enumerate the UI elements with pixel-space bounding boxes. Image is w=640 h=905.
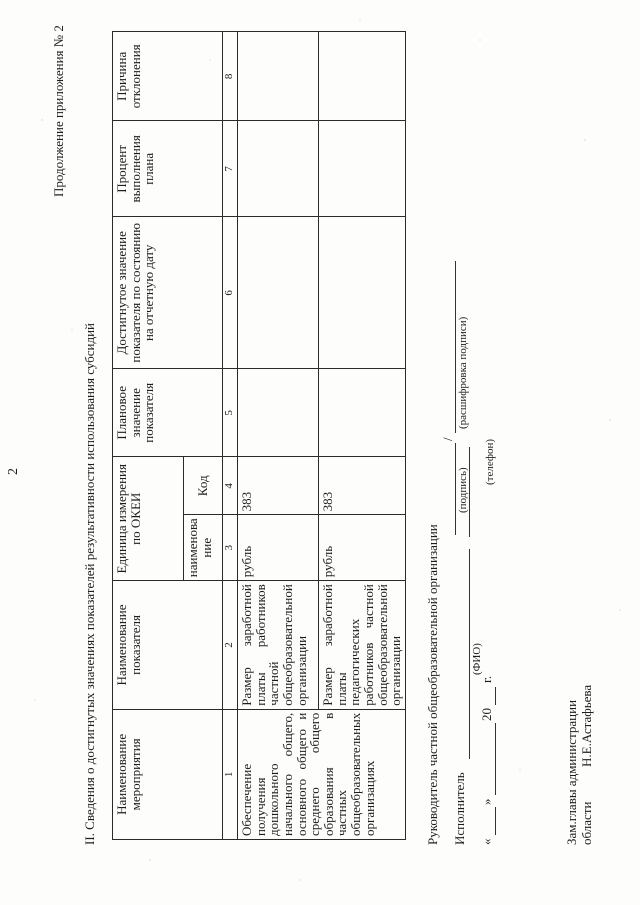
continuation-note: Продолжение приложения № 2 [51,25,66,197]
header-event: Наименование мероприятия [113,709,223,839]
table-row [238,32,319,840]
unit-cell: рубль [238,515,319,581]
year-line [495,687,496,705]
header-okei-code: Код [184,457,223,515]
year-suffix: г. [479,675,494,683]
signature-line [455,443,456,535]
day-line [495,807,496,835]
column-number: 5 [223,369,238,457]
section-title: II. Сведения о достигнутых значениях показателей результативности использования субсидий [82,323,97,845]
footer-region: области [579,801,594,845]
fio-caption: (ФИО) [471,643,483,675]
phone-caption: (телефон) [484,438,496,485]
header-achieved-value: Достигнутое значение показателя по состоянию на отчетную дату [113,217,223,369]
header-plan-value: Плановое значение показателя [113,369,223,457]
column-number: 3 [223,515,238,581]
footer-position: Зам.главы администрации [564,699,579,845]
column-number: 2 [223,581,238,710]
indicator-cell: Размер заработной платы педагогических работников частной общеобразовательной организации [319,581,406,710]
event-cell: Обеспечение получения дошкольного начального общего, основного общего и среднего общего образования в частных общеобразовательных организациях [238,709,406,839]
results-table [112,31,406,840]
table-header-row [113,32,184,840]
reason-cell [238,32,319,121]
code-cell: 383 [238,457,319,515]
achieved-value-cell [238,217,319,369]
achieved-value-cell [319,217,406,369]
executor-label: Исполнитель [452,772,467,845]
footer-signatory: Н.Е.Астафьева [579,684,594,767]
header-okei-name: наименова ние [184,515,223,581]
header-indicator: Наименование показателя [113,581,223,710]
head-label: Руководитель частной общеобразовательной организации [425,524,440,845]
decoding-line [455,261,456,433]
signature-caption: (подпись) [457,467,469,513]
plan-value-cell [319,369,406,457]
year-prefix: 20 [479,708,494,721]
column-number: 1 [223,709,238,839]
date-close-quote: » [479,798,494,805]
code-cell: 383 [319,457,406,515]
header-percent: Процент выполнения плана [113,121,223,217]
plan-value-cell [238,369,319,457]
date-open-quote: « [479,838,494,845]
decoding-caption: (расшифровка подписи) [457,316,469,429]
header-reason: Причина отклонения [113,32,223,121]
header-okei: Единица измерения по ОКЕИ [113,457,184,581]
indicator-cell: Размер заработной платы работников частной общеобразовательной организации [238,581,319,710]
reason-cell [319,32,406,121]
column-number: 7 [223,121,238,217]
column-number: 4 [223,457,238,515]
fio-line [469,549,470,759]
page-number: 2 [6,468,21,475]
month-line [495,723,496,795]
unit-cell: рубль [319,515,406,581]
column-number: 6 [223,217,238,369]
phone-line [469,447,470,537]
slash: / [440,437,455,441]
percent-cell [238,121,319,217]
column-number-row [223,32,238,840]
percent-cell [319,121,406,217]
column-number: 8 [223,32,238,121]
